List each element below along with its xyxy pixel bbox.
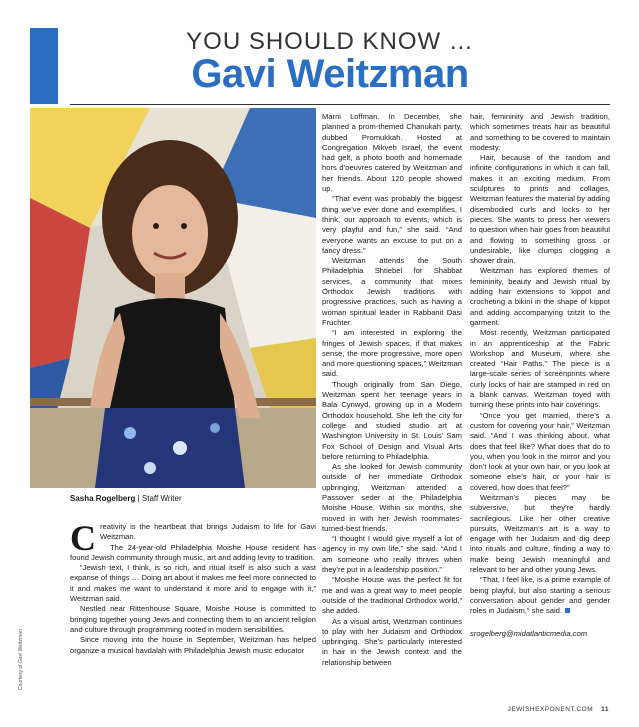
- drop-cap: C: [70, 518, 96, 558]
- article-paragraph: hair, femininity and Jewish tradition, which sometimes treats hair as beautiful and something to be covered to maintain modesty.: [470, 112, 610, 152]
- section-kicker: YOU SHOULD KNOW …: [186, 28, 474, 55]
- article-column-3: [470, 112, 610, 639]
- article-paragraph: “That, I feel like, is a prime example of being playful, but also starting a serious conversation about gender and gender roles in Judaism,” she said.: [470, 575, 610, 616]
- page-title: Gavi Weitzman: [191, 52, 469, 96]
- article-column-2: [322, 112, 462, 668]
- article-paragraph: Weitzman has explored themes of femininity, beauty and Jewish ritual by adding hair extensions to kippot and crocheting a bikini in the shape of kippot and adding accompanying tzitzit to the garment.: [470, 266, 610, 327]
- portrait-photo: [30, 108, 316, 488]
- byline-author: Sasha Rogelberg: [70, 494, 136, 503]
- article-paragraph: “I thought I would give myself a lot of agency in my own life,” she said. “And I am someone who really thrives when they’re put in a leadership position.”: [322, 534, 462, 575]
- author-email[interactable]: srogelberg@midatlanticmedia.com: [470, 628, 588, 638]
- photo-credit-wrap: [18, 629, 79, 696]
- article-paragraph: “That event was probably the biggest thing we’ve ever done and exemplifies, I think, our approach to events, which is very playful and fun,” she said. “And everyone wants an excuse to put on a fancy dress.”: [322, 194, 462, 255]
- photo-credit: Courtesy of Gavi Weitzman: [18, 629, 24, 690]
- article-paragraph: Nestled near Rittenhouse Square, Moishe House is committed to bringing together young Jews and connecting them to an ancient religion and culture through programming rooted in modern sensibilities.: [70, 604, 316, 634]
- article-paragraph: Weitzman’s pieces may be subversive, but they’re hardly sacrilegious. Like her other creative pursuits, Weitzman’s art is a way to engage with her Judaism and dig deep into rituals and culture, finding a way to make being Jewish meaningful and relevant to her and other young Jews.: [470, 492, 610, 575]
- article-paragraph: “I am interested in exploring the fringes of Jewish spaces, if that makes sense, the more progressive, more open and more questioning spaces,” Weitzman said.: [322, 328, 462, 379]
- byline-separator: |: [137, 494, 142, 503]
- article-paragraph: Since moving into the house in September, Weitzman has helped organize a musical havdalah with Philadelphia Jewish music educator: [70, 635, 316, 655]
- article-paragraph: Though originally from San Diego, Weitzman spent her teenage years in Bala Cynwyd, growing up in a Modern Orthodox household. She left the city for college and studied studio art at Washington University in St. Louis’ Sam Fox School of Design and Visual Arts before returning to Philadelphia.: [322, 379, 462, 461]
- article-paragraph: Marni Loffman. In December, she planned a prom-themed Chanukah party, dubbed Promukkah. Hosted at Congregation Mikveh Israel, the event had gelt, a photo booth and homemade hors d’oeuvres catered by Weitzman and her friends. About 120 people showed up.: [322, 112, 462, 194]
- byline-role: Staff Writer: [141, 494, 182, 503]
- article-column-1: [70, 518, 316, 656]
- header-rule: [70, 104, 610, 105]
- accent-bar: [30, 28, 58, 104]
- page-footer: [508, 706, 609, 713]
- article-paragraph: As a visual artist, Weitzman continues to play with her Judaism and Orthodox upbringing. She’s particularly interested in hair in the Jewish context and the relationship between: [322, 616, 462, 667]
- end-of-article-mark: [565, 608, 570, 613]
- article-paragraph: “Jewish text, I think, is so rich, and ritual itself is also such a vast expanse of things … Doing art about it makes me feel more connected to it and makes me want to understand it more and to engage with it,” Weitzman said.: [70, 563, 316, 604]
- article-paragraph: “Moishe House was the perfect fit for me and was a great way to meet people outside of the traditional Orthodox world,” she added.: [322, 575, 462, 616]
- byline: [70, 494, 182, 503]
- article-paragraph: “Once you get married, there’s a custom for covering your hair,” Weitzman said. “And I was thinking about, what does that feel like? What does that do to you, when you look in the mirror and you don’t look at your own hair, or you look at someone else’s hair, or your hair is covered, how does that feel?”: [470, 410, 610, 492]
- article-paragraph: The 24-year-old Philadelphia Moishe House resident has found Jewish community through music, art and adding levity to tradition.: [70, 542, 316, 562]
- article-paragraph: Most recently, Weitzman participated in an apprenticeship at the Fabric Workshop and Museum, where she created “Hair Paths.” The piece is a large-scale series of screenprints where curly locks of hair are stamped in red on a blank canvas. Weitzman toyed with turning these prints into hair coverings.: [470, 328, 610, 410]
- article-paragraph: Hair, because of the random and infinite configurations in which it can fall, makes it an exciting medium. From sculptures to prints and collages, Weitzman features the material by adding disembodied curls and locks to her pieces. She wants to press her viewers to question when hair goes from beautiful and flowing to something gross or undesirable, like clumps clogging a shower drain.: [470, 153, 610, 266]
- article-paragraph: Creativity is the heartbeat that brings Judaism to life for Gavi Weitzman.: [70, 518, 316, 558]
- page-number: 11: [601, 706, 609, 713]
- article-paragraph: As she looked for Jewish community outside of her immediate Orthodox upbringing, Weitzman attended a Passover seder at the Philadelphia Moishe House. Within six months, she moved in with her Jewish roommates-turned-best friends.: [322, 462, 462, 533]
- article-paragraph: Weitzman attends the South Philadelphia Shtiebel for Shabbat services, a community that mixes Orthodox Jewish traditions with progressive practices, such as having a woman spiritual leader in Rabbanit Dasi Fruchter.: [322, 256, 462, 327]
- portrait-illustration: [30, 108, 316, 488]
- footer-site: JEWISHEXPONENT.COM: [507, 706, 594, 713]
